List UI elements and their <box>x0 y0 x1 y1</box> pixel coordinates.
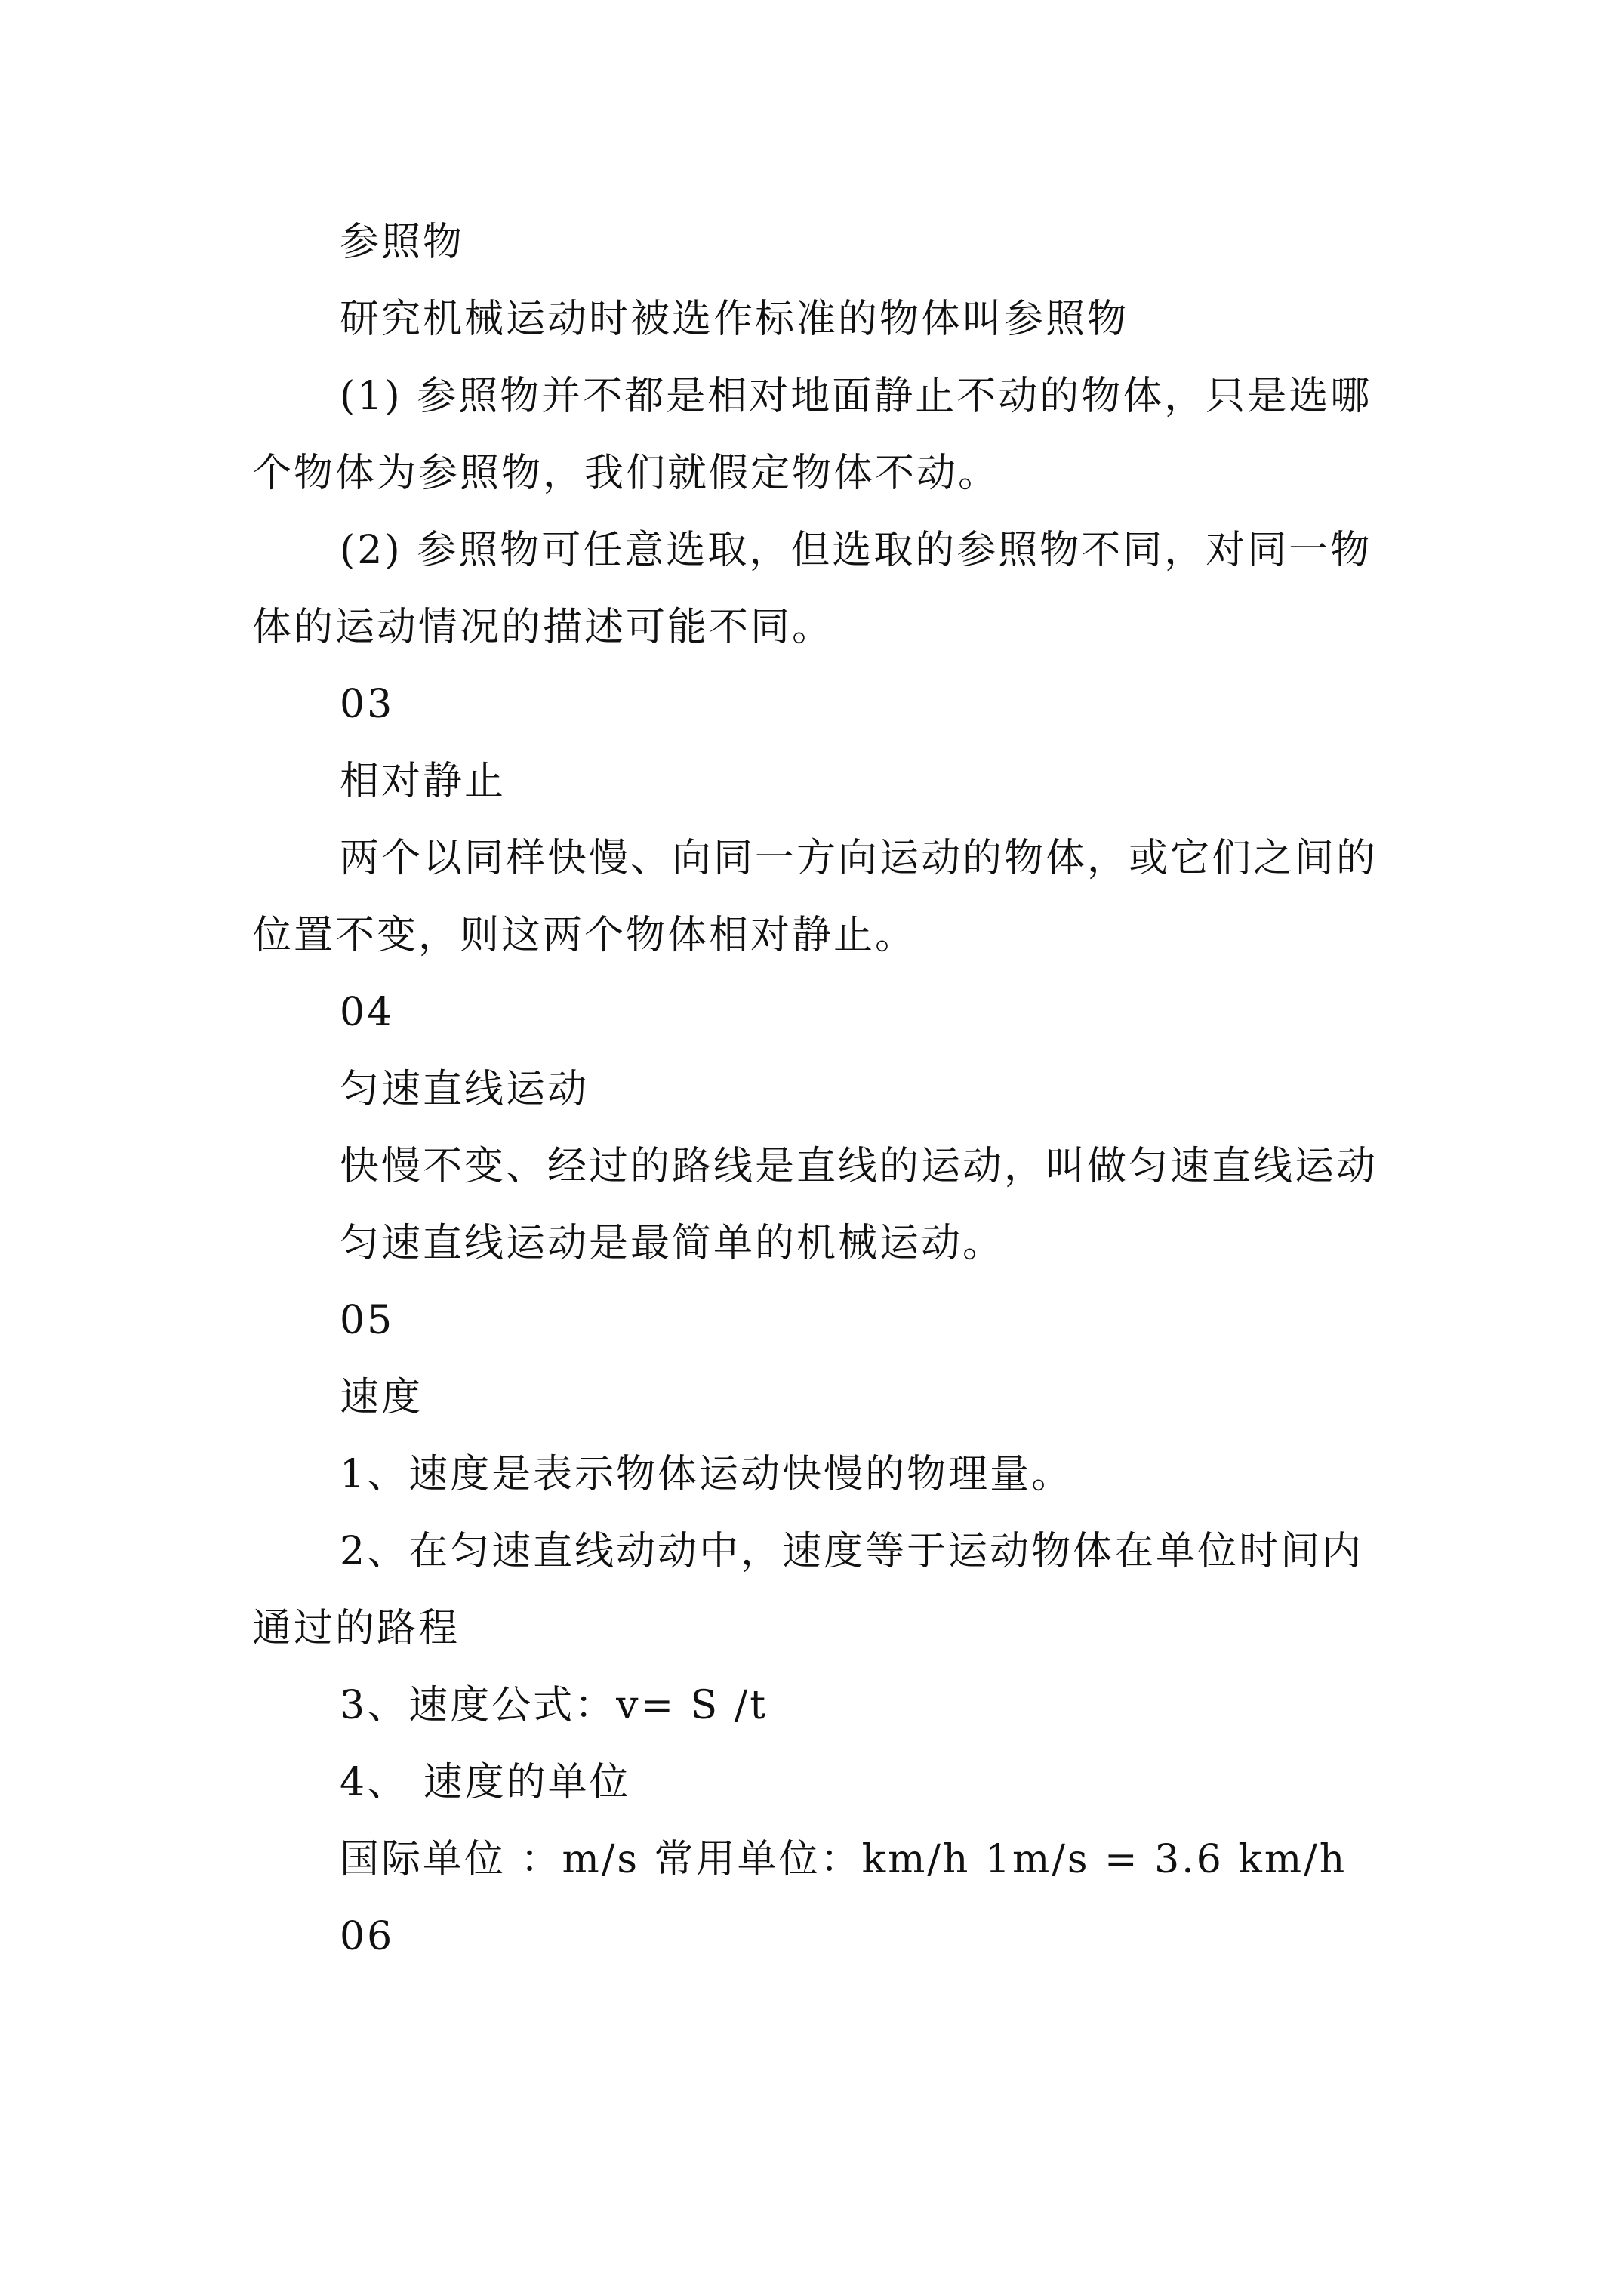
document-body <box>252 204 1384 1975</box>
paragraph-speed-units: 国际单位 ：m/s 常用单位：km/h 1m/s = 3.6 km/h <box>340 1837 1347 1882</box>
paragraph-uniform-motion-note: 匀速直线运动是最简单的机械运动。 <box>340 1221 1005 1266</box>
section-number-04: 04 <box>340 990 395 1035</box>
paragraph-speed-2: 2、在匀速直线动动中，速度等于运动物体在单位时间内通过的路程 <box>252 1529 1364 1651</box>
section-heading-uniform-motion: 匀速直线运动 <box>340 1067 590 1112</box>
section-number-06: 06 <box>340 1914 395 1959</box>
section-number-05: 05 <box>340 1298 395 1343</box>
paragraph-speed-units-heading: 4、 速度的单位 <box>340 1760 631 1805</box>
paragraph-uniform-motion-definition: 快慢不变、经过的路线是直线的运动，叫做匀速直线运动 <box>340 1144 1378 1189</box>
paragraph-relative-rest: 两个以同样快慢、向同一方向运动的物体，或它们之间的位置不变，则这两个物体相对静止。 <box>252 836 1378 958</box>
section-heading-speed: 速度 <box>340 1375 423 1420</box>
paragraph-speed-1: 1、速度是表示物体运动快慢的物理量。 <box>340 1452 1073 1497</box>
paragraph-point-2: (2) 参照物可任意选取，但选取的参照物不同，对同一物体的运动情况的描述可能不同。 <box>252 528 1372 650</box>
section-heading-reference-object: 参照物 <box>340 220 465 265</box>
paragraph-point-1: (1) 参照物并不都是相对地面静止不动的物体，只是选哪个物体为参照物，我们就假定物体不动。 <box>252 374 1372 496</box>
section-heading-relative-rest: 相对静止 <box>340 759 507 804</box>
paragraph-definition: 研究机械运动时被选作标准的物体叫参照物 <box>340 297 1129 342</box>
paragraph-speed-formula: 3、速度公式：v= S /t <box>340 1683 768 1728</box>
section-number-03: 03 <box>340 682 395 727</box>
